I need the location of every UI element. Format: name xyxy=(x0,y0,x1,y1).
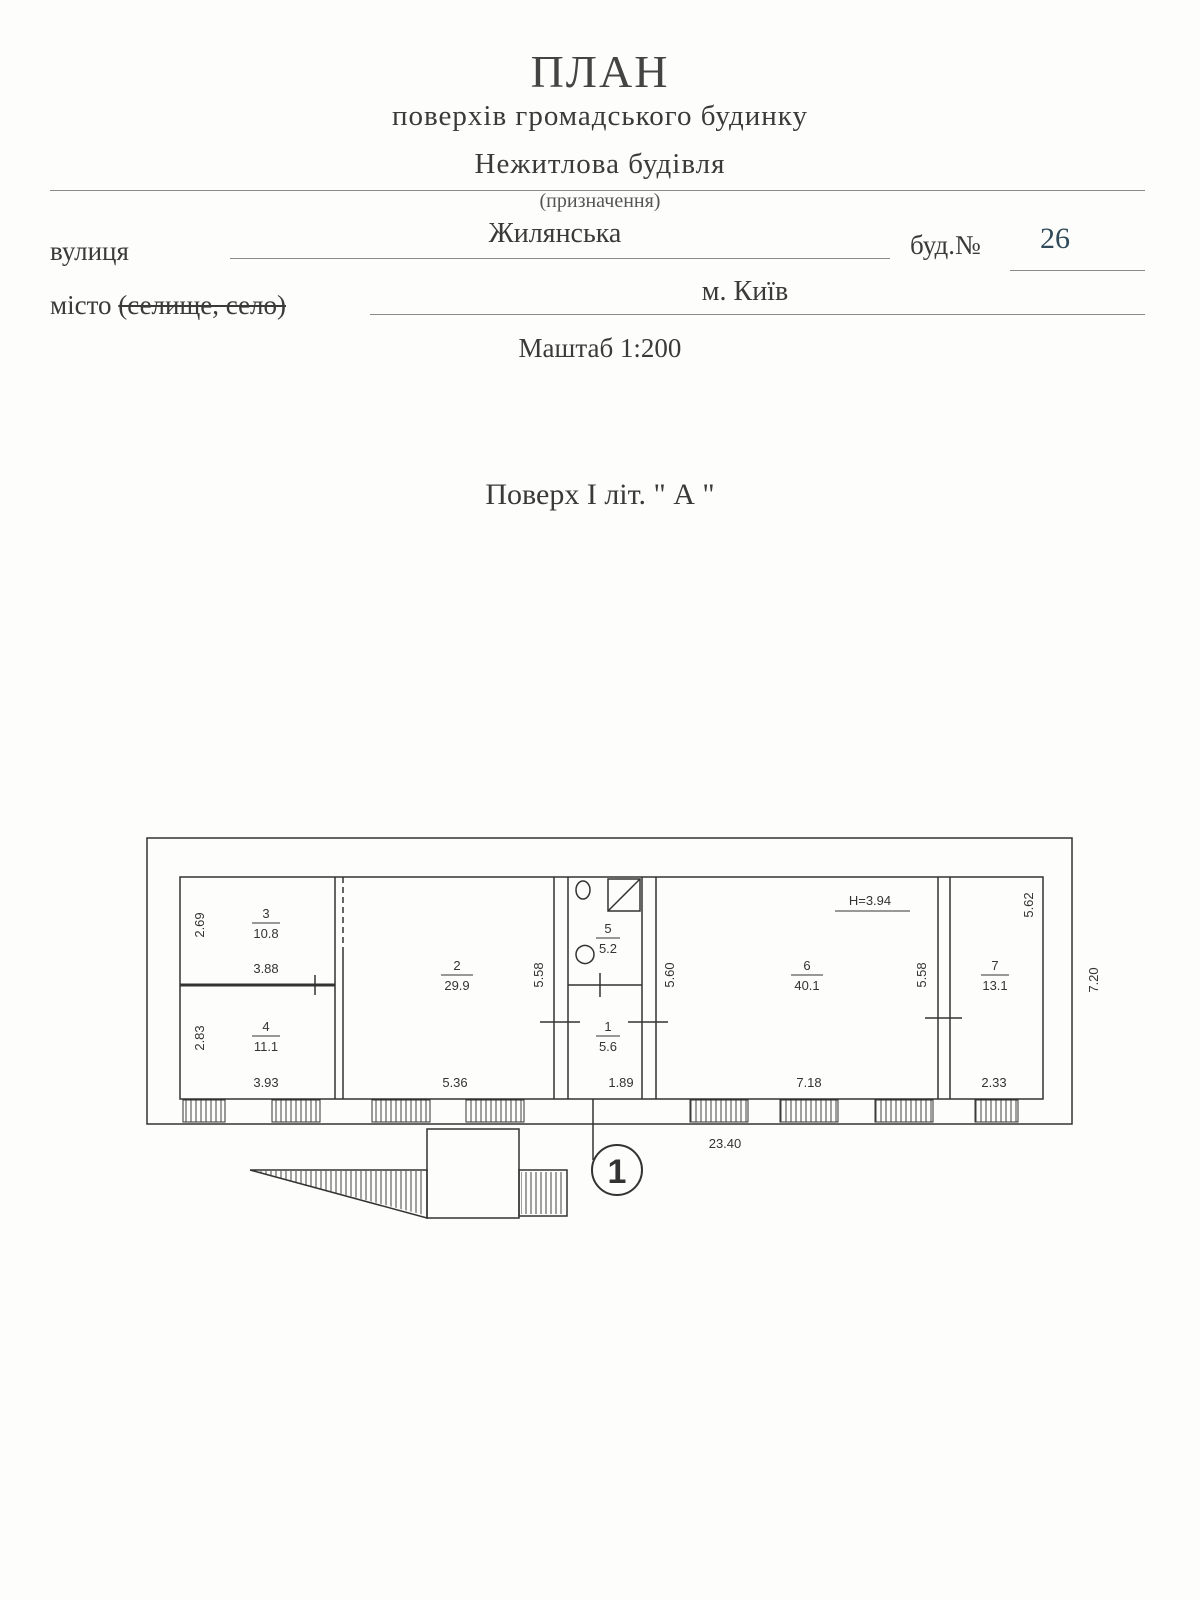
city-label-struck: (селище, село) xyxy=(118,290,287,320)
purpose-caption: (призначення) xyxy=(539,190,661,212)
room-3 xyxy=(252,906,280,941)
dim-r6-width: 7.18 xyxy=(796,1075,822,1090)
dim-r3-width: 3.88 xyxy=(253,961,279,976)
building-purpose: Нежитлова будівля xyxy=(474,148,726,180)
svg-text:29.9: 29.9 xyxy=(444,978,470,993)
room-4 xyxy=(252,1019,280,1054)
house-label: буд.№ xyxy=(910,230,981,260)
entrance-number: 1 xyxy=(607,1153,627,1191)
svg-text:40.1: 40.1 xyxy=(794,978,820,993)
room-7 xyxy=(981,958,1009,993)
room-1 xyxy=(596,1019,620,1054)
dim-r4-height: 2.83 xyxy=(192,1025,207,1051)
dim-r7-width: 2.33 xyxy=(981,1075,1007,1090)
svg-text:1: 1 xyxy=(604,1019,612,1034)
house-number: 26 xyxy=(1040,222,1070,255)
street-value: Жилянська xyxy=(488,218,622,249)
svg-text:4: 4 xyxy=(262,1019,270,1034)
room-6 xyxy=(791,958,823,993)
city-label-text: місто xyxy=(50,290,112,320)
dim-r2-height: 5.58 xyxy=(531,962,546,988)
porch xyxy=(427,1129,519,1218)
svg-text:6: 6 xyxy=(803,958,811,973)
svg-text:11.1: 11.1 xyxy=(253,1039,279,1054)
dim-r6-height: 5.58 xyxy=(914,962,929,988)
room-2 xyxy=(441,958,473,993)
city-value: м. Київ xyxy=(701,276,789,307)
svg-text:10.8: 10.8 xyxy=(253,926,279,941)
dim-r4-width: 3.93 xyxy=(253,1075,279,1090)
room-5 xyxy=(596,921,620,956)
street-label: вулиця xyxy=(50,236,129,266)
dim-r3-height: 2.69 xyxy=(192,912,207,938)
dim-r2-width: 5.36 xyxy=(442,1075,468,1090)
height-note: Н=3.94 xyxy=(848,893,892,908)
dim-overall-width: 7.20 xyxy=(1086,967,1101,993)
dim-r7-height: 5.62 xyxy=(1021,892,1036,918)
svg-text:13.1: 13.1 xyxy=(982,978,1008,993)
svg-text:5.2: 5.2 xyxy=(598,941,618,956)
dim-overall-length: 23.40 xyxy=(708,1136,742,1151)
dim-r5-height: 5.60 xyxy=(662,962,677,988)
svg-text:2: 2 xyxy=(453,958,461,973)
plan-title: ПЛАН xyxy=(530,46,670,97)
dim-r1-width: 1.89 xyxy=(608,1075,634,1090)
plan-subtitle: поверхів громадського будинку xyxy=(392,100,808,132)
floor-title: Поверх I літ. " А " xyxy=(485,478,715,511)
svg-text:5: 5 xyxy=(604,921,612,936)
scale-label: Маштаб 1:200 xyxy=(518,333,682,363)
svg-text:7: 7 xyxy=(991,958,999,973)
svg-text:5.6: 5.6 xyxy=(598,1039,618,1054)
svg-text:3: 3 xyxy=(262,906,270,921)
